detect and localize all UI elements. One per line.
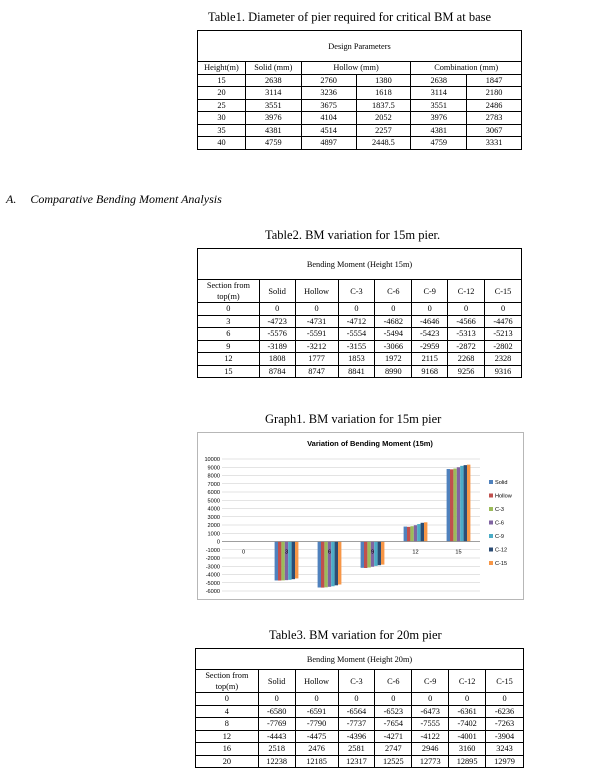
table-cell: -3212 [295, 340, 338, 353]
y-tick-label: -6000 [205, 589, 220, 595]
table-cell: 9256 [448, 365, 485, 378]
y-tick-label: 9000 [207, 465, 220, 472]
legend-swatch [489, 494, 493, 498]
legend-swatch [489, 521, 493, 525]
table2-caption: Table2. BM variation for 15m pier. [265, 228, 441, 242]
table-cell: -5554 [338, 328, 375, 341]
table2-column-header: Solid [259, 280, 295, 303]
bar-c-9 [460, 466, 463, 542]
table3-column-header: C-9 [412, 670, 449, 693]
table-cell: 2115 [412, 353, 448, 366]
y-tick-label: -4000 [205, 572, 220, 579]
table-cell: 1380 [356, 74, 411, 87]
chart-title: Variation of Bending Moment (15m) [307, 439, 433, 448]
bar-solid [361, 542, 364, 568]
legend-label: C-12 [495, 547, 508, 554]
table1-col-hollow: Hollow (mm) [301, 62, 411, 75]
table-cell: -6564 [338, 705, 375, 718]
table-cell: 3243 [486, 743, 524, 756]
table3-column-header: C-15 [486, 670, 524, 693]
bar-c-12 [335, 542, 338, 586]
table-cell: 12525 [375, 755, 412, 768]
table-cell: 1853 [338, 353, 375, 366]
table-cell: -4566 [448, 315, 485, 328]
table2-column-header: C-15 [485, 280, 522, 303]
table-row [196, 743, 524, 756]
table-cell: 2638 [411, 74, 467, 87]
table-row [196, 730, 524, 743]
table-cell: -7263 [486, 718, 524, 731]
bar-hollow [278, 542, 281, 581]
table-row [198, 365, 522, 378]
table-cell: -4723 [259, 315, 295, 328]
table-row [198, 99, 522, 112]
table-cell: 0 [375, 693, 412, 706]
y-tick-label: 4000 [207, 506, 220, 513]
table2-header: Bending Moment (Height 15m) [198, 249, 522, 280]
table-cell: -2872 [448, 340, 485, 353]
table3-column-header: Solid [258, 670, 295, 693]
table-cell: 8990 [375, 365, 412, 378]
y-tick-label: 10000 [204, 457, 220, 463]
table-cell: 2946 [412, 743, 449, 756]
table-cell: 2328 [485, 353, 522, 366]
bar-hollow [364, 542, 367, 568]
table-cell: 2180 [467, 87, 522, 100]
table-cell: 4897 [301, 137, 356, 150]
x-category-label: 6 [327, 549, 332, 556]
table-cell: -6361 [449, 705, 486, 718]
y-tick-label: 1000 [207, 531, 220, 538]
bar-c-15 [424, 522, 427, 541]
table-cell: 0 [338, 693, 375, 706]
table-cell: 0 [196, 693, 259, 706]
table2-column-header: Hollow [295, 280, 338, 303]
table-cell: 40 [198, 137, 246, 150]
bar-c-9 [374, 542, 377, 566]
table-cell: 0 [412, 693, 449, 706]
table-cell: 3160 [449, 743, 486, 756]
legend-label: Solid [495, 480, 508, 486]
table-cell: -4475 [295, 730, 338, 743]
table-cell: 4 [196, 705, 259, 718]
table-cell: 12979 [486, 755, 524, 768]
table-cell: -7790 [295, 718, 338, 731]
table-row [198, 124, 522, 137]
table-cell: 2052 [356, 112, 411, 125]
table2-column-header: C-12 [448, 280, 485, 303]
bar-c-3 [410, 526, 413, 541]
y-tick-label: -2000 [205, 556, 220, 562]
table-cell: 12773 [412, 755, 449, 768]
bar-c-3 [453, 469, 456, 542]
table-cell: 12895 [449, 755, 486, 768]
table-cell: -5576 [259, 328, 295, 341]
bar-solid [404, 527, 407, 542]
table-cell: 0 [412, 303, 448, 316]
table-cell: 2783 [467, 112, 522, 125]
legend-label: C-15 [495, 561, 508, 567]
y-tick-label: -1000 [205, 547, 220, 554]
bar-c-15 [381, 542, 384, 565]
table-cell: 20 [198, 87, 246, 100]
table-cell: 25 [198, 99, 246, 112]
table-cell: 8747 [295, 365, 338, 378]
table-cell: 4381 [245, 124, 301, 137]
table-cell: -4271 [375, 730, 412, 743]
table-cell: 8 [196, 718, 259, 731]
bar-c-15 [467, 465, 470, 542]
table-cell: 0 [258, 693, 295, 706]
table-cell: -7737 [338, 718, 375, 731]
table-cell: 2268 [448, 353, 485, 366]
table3-caption: Table3. BM variation for 20m pier [269, 628, 442, 642]
table-cell: 2760 [301, 74, 356, 87]
table-cell: 15 [198, 74, 246, 87]
table-cell: -7402 [449, 718, 486, 731]
legend-label: C-3 [495, 507, 505, 513]
table-cell: -6236 [486, 705, 524, 718]
table-cell: 2518 [258, 743, 295, 756]
x-category-label: 3 [284, 549, 289, 556]
table1-caption: Table1. Diameter of pier required for critical BM at base [208, 10, 492, 24]
bar-c-6 [328, 542, 331, 587]
bar-c-12 [464, 465, 467, 541]
table-cell: 3976 [411, 112, 467, 125]
bending-moment-chart [198, 433, 523, 599]
legend-swatch [489, 480, 493, 484]
x-category-label: 0 [241, 549, 246, 556]
bar-c-3 [324, 542, 327, 588]
y-tick-label: 0 [216, 539, 220, 546]
table-cell: 0 [259, 303, 295, 316]
table-cell: 2448.5 [356, 137, 411, 150]
table-cell: -2959 [412, 340, 448, 353]
table-cell: 3114 [245, 87, 301, 100]
table-cell: -6580 [258, 705, 295, 718]
table-cell: 0 [295, 303, 338, 316]
legend-swatch [489, 507, 493, 511]
table-row [198, 137, 522, 150]
table-cell: 2476 [295, 743, 338, 756]
table-cell: -4443 [258, 730, 295, 743]
table-cell: 0 [449, 693, 486, 706]
bar-c-3 [281, 542, 284, 581]
y-tick-label: 5000 [207, 498, 220, 505]
table-cell: 4514 [301, 124, 356, 137]
table-cell: -5494 [375, 328, 412, 341]
x-category-label: 9 [370, 549, 375, 556]
table1-col-height: Height(m) [198, 62, 246, 75]
table-cell: 2257 [356, 124, 411, 137]
table-row [196, 718, 524, 731]
graph1-chart [197, 432, 524, 600]
table-cell: 2486 [467, 99, 522, 112]
table-cell: -3155 [338, 340, 375, 353]
table-row [198, 328, 522, 341]
table-cell: 1618 [356, 87, 411, 100]
table-cell: -2802 [485, 340, 522, 353]
table-cell: 8784 [259, 365, 295, 378]
table-cell: -5423 [412, 328, 448, 341]
table2 [197, 248, 522, 378]
table-cell: 12317 [338, 755, 375, 768]
table-cell: -5313 [448, 328, 485, 341]
table-cell: -4712 [338, 315, 375, 328]
bar-c-6 [457, 467, 460, 541]
table-cell: 0 [338, 303, 375, 316]
legend-label: C-6 [495, 520, 505, 527]
table2-column-header: C-9 [412, 280, 448, 303]
table-cell: -6591 [295, 705, 338, 718]
table-cell: 3675 [301, 99, 356, 112]
bar-solid [447, 469, 450, 541]
table1 [197, 30, 522, 150]
legend-swatch [489, 561, 493, 565]
table-cell: 3 [198, 315, 260, 328]
table-cell: 9168 [412, 365, 448, 378]
table-cell: 12 [196, 730, 259, 743]
table-cell: 3551 [411, 99, 467, 112]
table1-col-combination: Combination (mm) [411, 62, 522, 75]
table-row [198, 112, 522, 125]
table-cell: -5213 [485, 328, 522, 341]
table3-column-header: C-3 [338, 670, 375, 693]
table-row [198, 340, 522, 353]
table-cell: -7769 [258, 718, 295, 731]
table-cell: 0 [295, 693, 338, 706]
table-cell: -4122 [412, 730, 449, 743]
table-cell: -4682 [375, 315, 412, 328]
y-tick-label: 3000 [207, 514, 220, 521]
table-cell: 1972 [375, 353, 412, 366]
table2-column-header: Section from top(m) [198, 280, 260, 303]
table-cell: 20 [196, 755, 259, 768]
table-cell: 3067 [467, 124, 522, 137]
table2-column-header: C-3 [338, 280, 375, 303]
table-cell: 1837.5 [356, 99, 411, 112]
table-row [198, 315, 522, 328]
table-row [198, 353, 522, 366]
bar-hollow [450, 469, 453, 541]
table-cell: -7654 [375, 718, 412, 731]
y-tick-label: 7000 [207, 481, 220, 488]
table2-column-header: C-6 [375, 280, 412, 303]
table-row [196, 755, 524, 768]
table-cell: 2581 [338, 743, 375, 756]
graph1-caption: Graph1. BM variation for 15m pier [265, 412, 442, 426]
table-cell: -4646 [412, 315, 448, 328]
table-cell: -5591 [295, 328, 338, 341]
table-cell: 3551 [245, 99, 301, 112]
table-cell: 30 [198, 112, 246, 125]
table-row [198, 74, 522, 87]
table-row [196, 693, 524, 706]
table-cell: 3236 [301, 87, 356, 100]
bar-c-12 [292, 542, 295, 580]
table-row [196, 705, 524, 718]
table3-column-header: C-6 [375, 670, 412, 693]
table-cell: 3114 [411, 87, 467, 100]
table1-col-solid: Solid (mm) [245, 62, 301, 75]
bar-c-12 [378, 542, 381, 566]
bar-solid [318, 542, 321, 588]
y-tick-label: 2000 [207, 523, 220, 529]
table3-header: Bending Moment (Height 20m) [196, 649, 524, 670]
table-cell: 35 [198, 124, 246, 137]
bar-hollow [321, 542, 324, 588]
table-cell: -4001 [449, 730, 486, 743]
table-cell: -3189 [259, 340, 295, 353]
table-row [198, 303, 522, 316]
bar-c-15 [295, 542, 298, 579]
table-cell: 6 [198, 328, 260, 341]
table-cell: 4759 [245, 137, 301, 150]
bar-c-6 [414, 525, 417, 541]
legend-swatch [489, 548, 493, 552]
table-cell: 0 [485, 303, 522, 316]
bar-c-9 [331, 542, 334, 587]
table-row [198, 87, 522, 100]
table-cell: 9316 [485, 365, 522, 378]
bar-c-9 [288, 542, 291, 580]
x-category-label: 12 [412, 549, 419, 556]
table-cell: 1847 [467, 74, 522, 87]
bar-solid [275, 542, 278, 581]
table-cell: 15 [198, 365, 260, 378]
table-cell: 1777 [295, 353, 338, 366]
bar-c-15 [338, 542, 341, 585]
table3-column-header: Section from top(m) [196, 670, 259, 693]
table-cell: 1808 [259, 353, 295, 366]
table-cell: 3976 [245, 112, 301, 125]
section-title: Comparative Bending Moment Analysis [30, 192, 222, 206]
table-cell: 9 [198, 340, 260, 353]
table-cell: 4104 [301, 112, 356, 125]
bar-c-9 [417, 524, 420, 541]
table-cell: 3331 [467, 137, 522, 150]
table-cell: -6473 [412, 705, 449, 718]
x-category-label: 15 [455, 549, 462, 556]
table3-column-header: Hollow [295, 670, 338, 693]
legend-swatch [489, 534, 493, 538]
legend-label: C-9 [495, 534, 505, 540]
table-cell: 12185 [295, 755, 338, 768]
table-cell: 8841 [338, 365, 375, 378]
section-heading [6, 192, 222, 207]
bar-c-12 [421, 523, 424, 542]
table-cell: 12 [198, 353, 260, 366]
table-cell: -4396 [338, 730, 375, 743]
table-cell: 12238 [258, 755, 295, 768]
table-cell: 2638 [245, 74, 301, 87]
section-letter: A. [6, 192, 17, 206]
table-cell: -7555 [412, 718, 449, 731]
bar-c-6 [285, 542, 288, 581]
table-cell: -3066 [375, 340, 412, 353]
table-cell: -4476 [485, 315, 522, 328]
table3 [195, 648, 524, 768]
table-cell: 0 [375, 303, 412, 316]
table-cell: 4759 [411, 137, 467, 150]
table-cell: 0 [448, 303, 485, 316]
table-cell: 0 [486, 693, 524, 706]
table-cell: -3904 [486, 730, 524, 743]
table-cell: 16 [196, 743, 259, 756]
table-cell: 2747 [375, 743, 412, 756]
y-tick-label: 8000 [207, 473, 220, 480]
legend-label: Hollow [495, 493, 512, 500]
table1-header: Design Parameters [198, 31, 522, 62]
y-tick-label: 6000 [207, 490, 220, 496]
table-cell: 4381 [411, 124, 467, 137]
table-cell: -6523 [375, 705, 412, 718]
table-cell: -4731 [295, 315, 338, 328]
table-cell: 0 [198, 303, 260, 316]
bar-hollow [407, 527, 410, 542]
table3-column-header: C-12 [449, 670, 486, 693]
y-tick-label: -3000 [205, 564, 220, 571]
y-tick-label: -5000 [205, 580, 220, 587]
